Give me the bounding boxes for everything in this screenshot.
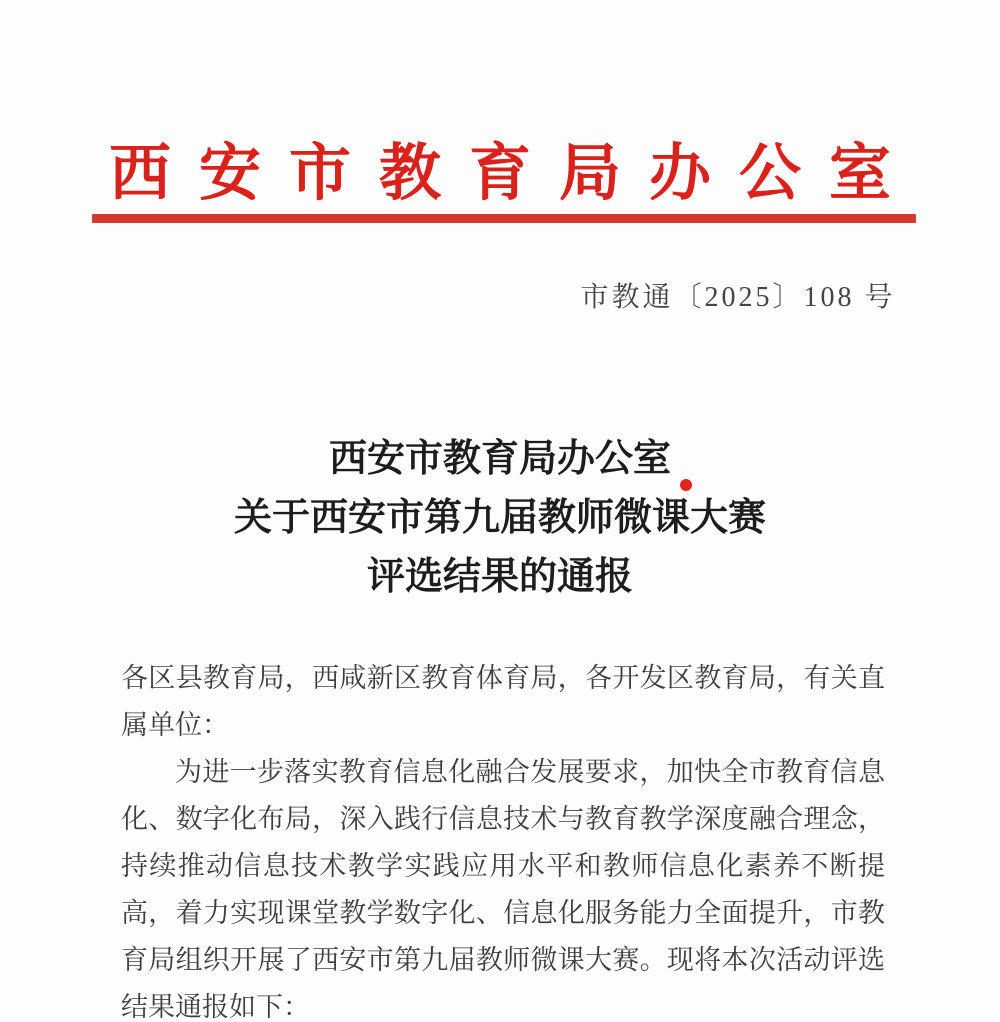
salutation-paragraph: 各区县教育局，西咸新区教育体育局，各开发区教育局，有关直属单位： <box>121 663 885 740</box>
document-title <box>0 430 1000 607</box>
document-title-line-3: 评选结果的通报 <box>366 556 633 598</box>
red-dot-mark <box>680 479 692 491</box>
document-title-line-1: 西安市教育局办公室 <box>328 438 671 480</box>
document-title-line-2: 关于西安市第九届教师微课大赛 <box>233 497 766 539</box>
body-paragraph: 为进一步落实教育信息化融合发展要求，加快全市教育信息化、数字化布局，深入践行信息技术与教育教学深度融合理念，持续推动信息技术教学实践应用水平和教师信息化素养不断提高，着力实现课堂教学数字化、信息化服务能力全面提升，市教育局组织开展了西安市第九届教师微课大赛。现将本次活动评选结果通报如下： <box>121 757 885 1022</box>
letterhead <box>0 136 1000 223</box>
document-reference-number: 市教通〔2025〕108 号 <box>580 282 896 313</box>
letterhead-agency-title: 西安市教育局办公室 <box>108 140 919 208</box>
document-body <box>121 655 885 1022</box>
letterhead-divider-line <box>92 214 916 223</box>
